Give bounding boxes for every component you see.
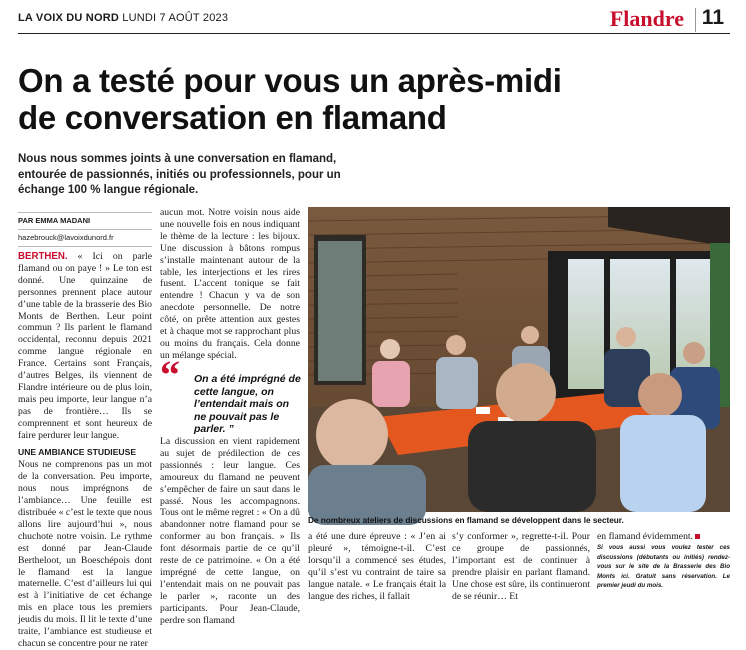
article-title-line-2: de conversation en flamand xyxy=(18,99,447,136)
paragraph-5: a été une dure épreuve : « J’en ai pleuré », témoigne-t-il. C’est lorsqu’il a commencé ses études, qu’il s’est vu contraint de taire sa langue natale. « Le français était la langue des riches, il fallait xyxy=(308,531,446,602)
photo-illustration xyxy=(308,207,730,512)
paragraph-1 xyxy=(18,251,152,442)
paragraph-6: s’y conformer », regrette-t-il. Pour ce groupe de passionnés, l’important est de continuer à prendre plaisir en parlant flamand. Une chose est sûre, ils continueront de se réunir… Et xyxy=(452,531,590,602)
byline-rule-top xyxy=(18,212,152,213)
photo-caption: De nombreux ateliers de discussions en flamand se développent dans le secteur. xyxy=(308,516,624,525)
paragraph-1-text: « Ici on parle flamand ou on paye ! » Le ton est donné. Une quinzaine de personnes prennent place autour d’une table de la brasserie des Bio Monts de Berthen. Leur point commun ? Ils parlent le flamand occidental, reconnu depuis 2021 comme langue régionale en France. Certains sont Français, d’autres Belges, ils viennent de Flandre intérieure ou de plus loin, mais peu importe, leur langue n’a pas de frontière… Ils se comprennent et sont heureux de faire perdurer leur langue. xyxy=(18,251,152,441)
column-2-bottom xyxy=(160,436,300,627)
article-title xyxy=(18,62,718,136)
newspaper-brand: LA VOIX DU NORD xyxy=(18,12,119,24)
byline: PAR EMMA MADANI xyxy=(18,216,91,225)
column-4 xyxy=(452,531,590,602)
article-photo xyxy=(308,207,730,512)
paragraph-7-text: en flamand évidemment. xyxy=(597,531,694,542)
quote-mark-icon: “ xyxy=(160,352,180,397)
column-3 xyxy=(308,531,446,602)
article-title-line-1: On a testé pour vous un après-midi xyxy=(18,62,562,99)
masthead-left xyxy=(18,12,228,24)
section-name: Flandre xyxy=(609,6,684,31)
paragraph-2: Nous ne comprenons pas un mot de la conversation. Peu importe, nous nous imprégnons de l’ambiance… Une feuille est distribuée « c’est le texte que nous allons lire aujourd’hui », nous chuchote notre voisin. Le rythme est donné par Jean-Claude Bertheloot, un Boeschépois dont le flamand est la langue maternelle. C’est d’ailleurs lui qui est à l’initiative de cet échange mis en place tous les premiers jeudis du mois. Il lit le texte d’une traite, l’ambiance est studieuse et chacun se concentre pour ne rater xyxy=(18,459,152,649)
column-5 xyxy=(597,531,730,591)
article-lede: Nous nous sommes joints à une conversation en flamand, entourée de passionnés, initiés ou professionnels, pour un échange 100 % langue régionale. xyxy=(18,153,341,196)
pull-quote-text: On a été imprégné de cette langue, on l’entendait mais on ne pouvait pas le parler. ” xyxy=(194,373,301,435)
header-rule xyxy=(18,33,730,34)
column-1 xyxy=(18,251,152,650)
masthead-divider xyxy=(695,8,696,32)
page-number: 11 xyxy=(701,6,724,29)
dateline: BERTHEN. xyxy=(18,251,68,262)
column-2-top xyxy=(160,207,300,362)
paragraph-3: aucun mot. Notre voisin nous aide une nouvelle fois en nous indiquant le thème de la lecture : les bijoux. Une discussion à bâtons rompus s’installe maintenant autour de la table, les interjections et les rires fusent. L’accent tonique se fait entendre ! Chacun y va de son anecdote personnelle. De notre côté, on prête attention aux gestes et à chaque mot se rapprochant plus ou moins du français. Cela donne un mélange spécial. xyxy=(160,207,300,361)
byline-block xyxy=(18,210,152,249)
subhead: UNE AMBIANCE STUDIEUSE xyxy=(18,446,137,457)
pull-quote xyxy=(160,352,302,435)
masthead xyxy=(18,8,730,32)
byline-rule-bottom xyxy=(18,246,152,247)
byline-rule-middle xyxy=(18,229,152,230)
paragraph-4: La discussion en vient rapidement au sujet de prédilection de ces passionnés : leur langue. Ces amoureux du flamand ne peuvent s’empêcher de faire un saut dans le passé. Nous les accompagnons. Tous ont le même regret : « On a dû abandonner notre flamand pour se conformer au bon français. » Ils font désormais partie de ce qu’il reste de ce patrimoine. « On a été imprégné de cette langue, on l’entendait mais on ne pouvait pas le parler », raconte un des participants. Pour Jean-Claude, perdre son flamand xyxy=(160,436,300,626)
end-mark-icon xyxy=(695,534,700,539)
author-email: hazebrouck@lavoixdunord.fr xyxy=(18,233,114,242)
practical-info: Si vous aussi vous voulez tester ces discussions (débutants ou initiés) rendez-vous sur le site de la Brasserie des Bio Monts ici. Gratuit sans réservation. Le premier jeudi du mois. xyxy=(597,543,730,590)
paragraph-7 xyxy=(597,531,730,543)
issue-date: LUNDI 7 AOÛT 2023 xyxy=(122,12,229,24)
